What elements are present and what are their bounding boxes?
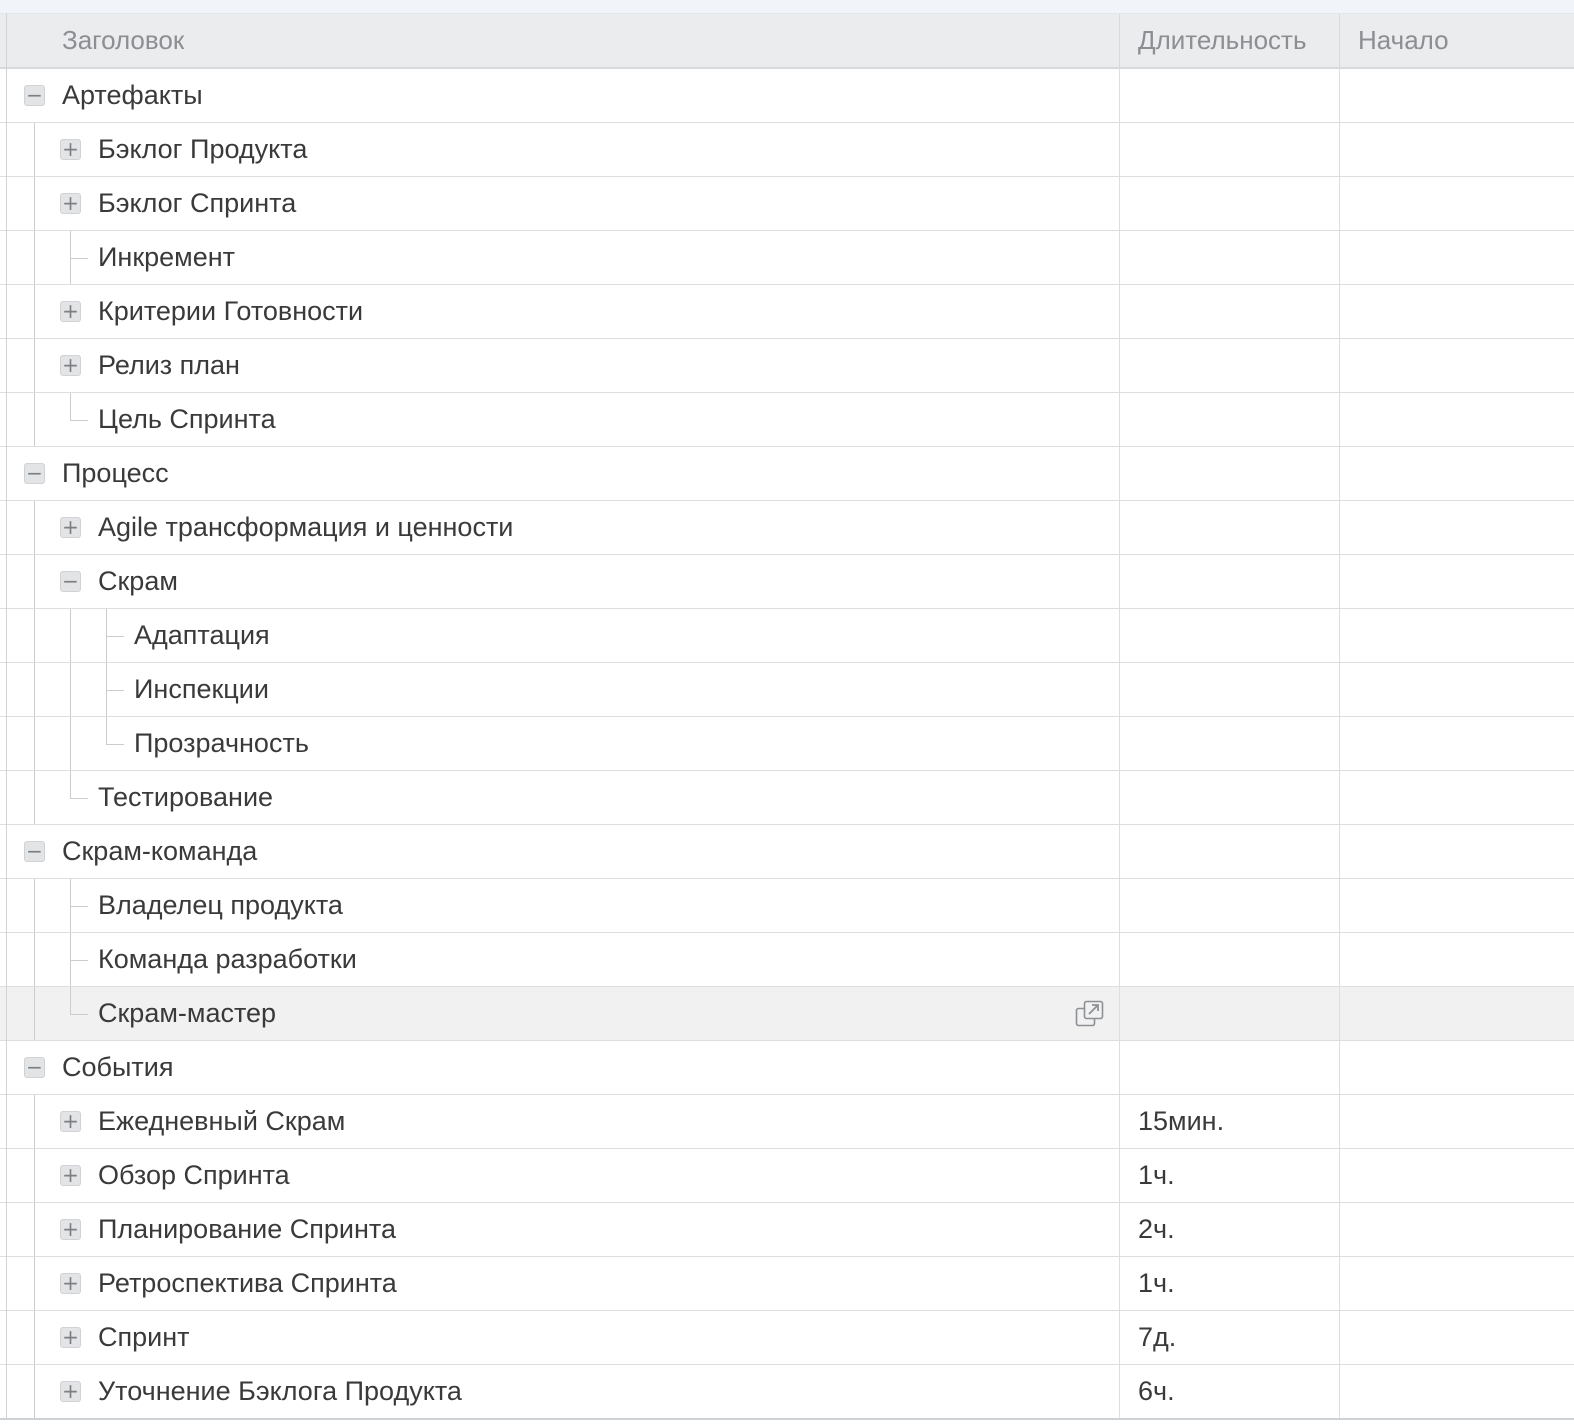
expand-toggle-icon[interactable]: +	[60, 355, 81, 376]
title-cell	[0, 663, 1120, 716]
row-title: Скрам-мастер	[98, 998, 277, 1028]
tree-branch-line	[70, 1014, 88, 1015]
tree-branch-line	[70, 906, 88, 907]
table-row[interactable]	[0, 825, 1574, 879]
duration-cell[interactable]	[1120, 987, 1340, 1040]
duration-cell[interactable]: 1ч.	[1120, 1149, 1340, 1202]
tree-branch-line	[70, 798, 88, 799]
tree-guide-line	[34, 771, 35, 824]
row-title: Скрам	[98, 566, 178, 596]
duration-cell[interactable]	[1120, 1041, 1340, 1094]
collapse-toggle-icon[interactable]: −	[24, 463, 45, 484]
column-header-duration[interactable]: Длительность	[1120, 14, 1340, 67]
duration-cell[interactable]	[1120, 825, 1340, 878]
table-row[interactable]	[0, 663, 1574, 717]
start-cell[interactable]	[1340, 609, 1574, 662]
duration-cell[interactable]	[1120, 933, 1340, 986]
title-cell	[0, 285, 1120, 338]
title-cell	[0, 1149, 1120, 1202]
tree-guide-line	[34, 231, 35, 284]
tree-guide-line	[34, 393, 35, 446]
title-cell	[0, 1365, 1120, 1418]
duration-cell[interactable]	[1120, 177, 1340, 230]
duration-cell[interactable]	[1120, 231, 1340, 284]
title-cell	[0, 609, 1120, 662]
duration-cell[interactable]: 2ч.	[1120, 1203, 1340, 1256]
tree-branch-line	[70, 258, 88, 259]
duration-cell[interactable]: 6ч.	[1120, 1365, 1340, 1418]
tree-guide-line	[70, 393, 71, 420]
start-cell[interactable]	[1340, 1149, 1574, 1202]
start-cell[interactable]	[1340, 663, 1574, 716]
table-row[interactable]	[0, 1041, 1574, 1095]
row-title: Владелец продукта	[98, 890, 343, 920]
row-title: Инкремент	[98, 242, 236, 272]
collapse-toggle-icon[interactable]: −	[60, 571, 81, 592]
collapse-toggle-icon[interactable]: −	[24, 85, 45, 106]
start-cell[interactable]	[1340, 1095, 1574, 1148]
table-row[interactable]	[0, 231, 1574, 285]
title-cell	[0, 339, 1120, 392]
title-cell	[0, 177, 1120, 230]
start-cell[interactable]	[1340, 555, 1574, 608]
start-cell[interactable]	[1340, 285, 1574, 338]
tree-guide-line	[34, 663, 35, 716]
start-cell[interactable]	[1340, 879, 1574, 932]
tree-guide-line	[34, 609, 35, 662]
title-cell	[0, 879, 1120, 932]
start-cell[interactable]	[1340, 717, 1574, 770]
start-cell[interactable]	[1340, 393, 1574, 446]
tree-guide-line	[70, 717, 71, 770]
row-title: Обзор Спринта	[98, 1160, 290, 1190]
tree-guide-line	[34, 933, 35, 986]
table-row[interactable]	[0, 285, 1574, 339]
row-title: Бэклог Спринта	[98, 188, 297, 218]
start-cell[interactable]	[1340, 1365, 1574, 1418]
expand-toggle-icon[interactable]: +	[60, 193, 81, 214]
start-cell[interactable]	[1340, 447, 1574, 500]
start-cell[interactable]	[1340, 1203, 1574, 1256]
tree-guide-line	[34, 501, 35, 554]
duration-cell[interactable]	[1120, 555, 1340, 608]
expand-toggle-icon[interactable]: +	[60, 1165, 81, 1186]
table-row[interactable]	[0, 555, 1574, 609]
row-title: Артефакты	[62, 80, 203, 110]
grid-header	[0, 14, 1574, 69]
tree-branch-line	[70, 960, 88, 961]
start-cell[interactable]	[1340, 501, 1574, 554]
row-title: События	[62, 1052, 174, 1082]
expand-toggle-icon[interactable]: +	[60, 1381, 81, 1402]
duration-cell[interactable]	[1120, 663, 1340, 716]
duration-cell[interactable]	[1120, 123, 1340, 176]
title-cell	[0, 447, 1120, 500]
column-header-title[interactable]: Заголовок	[0, 14, 1120, 67]
expand-toggle-icon[interactable]: +	[60, 1273, 81, 1294]
expand-toggle-icon[interactable]: +	[60, 139, 81, 160]
start-cell[interactable]	[1340, 987, 1574, 1040]
start-cell[interactable]	[1340, 177, 1574, 230]
title-cell	[0, 393, 1120, 446]
title-cell	[0, 933, 1120, 986]
title-cell	[0, 501, 1120, 554]
collapse-toggle-icon[interactable]: −	[24, 1057, 45, 1078]
start-cell[interactable]	[1340, 123, 1574, 176]
expand-toggle-icon[interactable]: +	[60, 517, 81, 538]
row-title: Прозрачность	[134, 728, 309, 758]
tree-branch-line	[106, 636, 124, 637]
tree-guide-line	[34, 177, 35, 230]
tree-guide-line	[34, 555, 35, 608]
row-title: Релиз план	[98, 350, 240, 380]
start-cell[interactable]	[1340, 771, 1574, 824]
row-title: Процесс	[62, 458, 169, 488]
start-cell[interactable]	[1340, 1257, 1574, 1310]
open-in-new-window-icon[interactable]	[1075, 1000, 1105, 1028]
start-cell[interactable]	[1340, 231, 1574, 284]
duration-cell[interactable]: 7д.	[1120, 1311, 1340, 1364]
tree-guide-line	[70, 609, 71, 662]
tree-guide-line	[34, 879, 35, 932]
row-title: Цель Спринта	[98, 404, 276, 434]
row-title: Тестирование	[98, 782, 274, 812]
row-title: Критерии Готовности	[98, 296, 364, 326]
tree-guide-line	[34, 1257, 35, 1310]
table-row-selected[interactable]	[0, 987, 1574, 1041]
title-cell	[0, 987, 1120, 1040]
row-title: Скрам-команда	[62, 836, 258, 866]
tree-guide-line	[34, 339, 35, 392]
start-cell[interactable]	[1340, 1041, 1574, 1094]
tree-guide-line	[34, 987, 35, 1040]
table-row[interactable]	[0, 1095, 1574, 1149]
tree-guide-line	[34, 123, 35, 176]
start-cell[interactable]	[1340, 933, 1574, 986]
table-row[interactable]	[0, 771, 1574, 825]
duration-cell[interactable]	[1120, 717, 1340, 770]
table-row[interactable]	[0, 1365, 1574, 1420]
duration-cell[interactable]	[1120, 393, 1340, 446]
title-cell	[0, 1257, 1120, 1310]
duration-cell[interactable]: 15мин.	[1120, 1095, 1340, 1148]
tree-grid	[0, 14, 1574, 1420]
row-title: Планирование Спринта	[98, 1214, 396, 1244]
duration-cell[interactable]	[1120, 771, 1340, 824]
title-cell	[0, 771, 1120, 824]
expand-toggle-icon[interactable]: +	[60, 1219, 81, 1240]
duration-cell[interactable]: 1ч.	[1120, 1257, 1340, 1310]
tree-guide-line	[70, 771, 71, 798]
table-row[interactable]	[0, 69, 1574, 123]
table-row[interactable]	[0, 879, 1574, 933]
duration-cell[interactable]	[1120, 339, 1340, 392]
tree-guide-line	[70, 663, 71, 716]
tree-guide-line	[34, 717, 35, 770]
table-row[interactable]	[0, 609, 1574, 663]
duration-cell[interactable]	[1120, 879, 1340, 932]
row-title: Команда разработки	[98, 944, 357, 974]
tree-guide-line	[70, 987, 71, 1014]
table-row[interactable]	[0, 1203, 1574, 1257]
row-title: Уточнение Бэклога Продукта	[98, 1376, 462, 1406]
table-row[interactable]	[0, 339, 1574, 393]
tree-guide-line	[34, 1365, 35, 1418]
row-title: Адаптация	[134, 620, 270, 650]
column-header-start[interactable]: Начало	[1358, 25, 1449, 55]
start-cell[interactable]	[1340, 825, 1574, 878]
title-cell	[0, 231, 1120, 284]
tree-guide-line	[34, 1095, 35, 1148]
tree-guide-line	[106, 717, 107, 744]
expand-toggle-icon[interactable]: +	[60, 1111, 81, 1132]
start-cell[interactable]	[1340, 69, 1574, 122]
tree-guide-line	[34, 1311, 35, 1364]
tree-branch-line	[106, 744, 124, 745]
table-row[interactable]	[0, 177, 1574, 231]
table-row[interactable]	[0, 393, 1574, 447]
row-title: Спринт	[98, 1322, 190, 1352]
tree-guide-line	[34, 285, 35, 338]
duration-cell[interactable]	[1120, 285, 1340, 338]
title-cell	[0, 69, 1120, 122]
title-cell	[0, 1203, 1120, 1256]
collapse-toggle-icon[interactable]: −	[24, 841, 45, 862]
title-cell	[0, 825, 1120, 878]
table-row[interactable]	[0, 501, 1574, 555]
title-cell	[0, 123, 1120, 176]
top-strip	[0, 0, 1574, 14]
row-title: Инспекции	[134, 674, 269, 704]
table-row[interactable]	[0, 933, 1574, 987]
table-row[interactable]	[0, 1149, 1574, 1203]
table-row[interactable]	[0, 1257, 1574, 1311]
title-cell	[0, 1311, 1120, 1364]
tree-branch-line	[70, 420, 88, 421]
title-cell	[0, 1041, 1120, 1094]
expand-toggle-icon[interactable]: +	[60, 301, 81, 322]
title-cell	[0, 555, 1120, 608]
tree-guide-line	[34, 1203, 35, 1256]
title-cell	[0, 1095, 1120, 1148]
start-cell[interactable]	[1340, 339, 1574, 392]
start-cell[interactable]	[1340, 1311, 1574, 1364]
row-title: Agile трансформация и ценности	[98, 512, 514, 542]
row-title: Ежедневный Скрам	[98, 1106, 346, 1136]
expand-toggle-icon[interactable]: +	[60, 1327, 81, 1348]
tree-branch-line	[106, 690, 124, 691]
duration-cell[interactable]	[1120, 69, 1340, 122]
table-row[interactable]	[0, 717, 1574, 771]
title-cell	[0, 717, 1120, 770]
table-row[interactable]	[0, 1311, 1574, 1365]
duration-cell[interactable]	[1120, 501, 1340, 554]
tree-guide-line	[34, 1149, 35, 1202]
table-row[interactable]	[0, 123, 1574, 177]
row-title: Бэклог Продукта	[98, 134, 308, 164]
row-title: Ретроспектива Спринта	[98, 1268, 397, 1298]
table-row[interactable]	[0, 447, 1574, 501]
duration-cell[interactable]	[1120, 609, 1340, 662]
duration-cell[interactable]	[1120, 447, 1340, 500]
